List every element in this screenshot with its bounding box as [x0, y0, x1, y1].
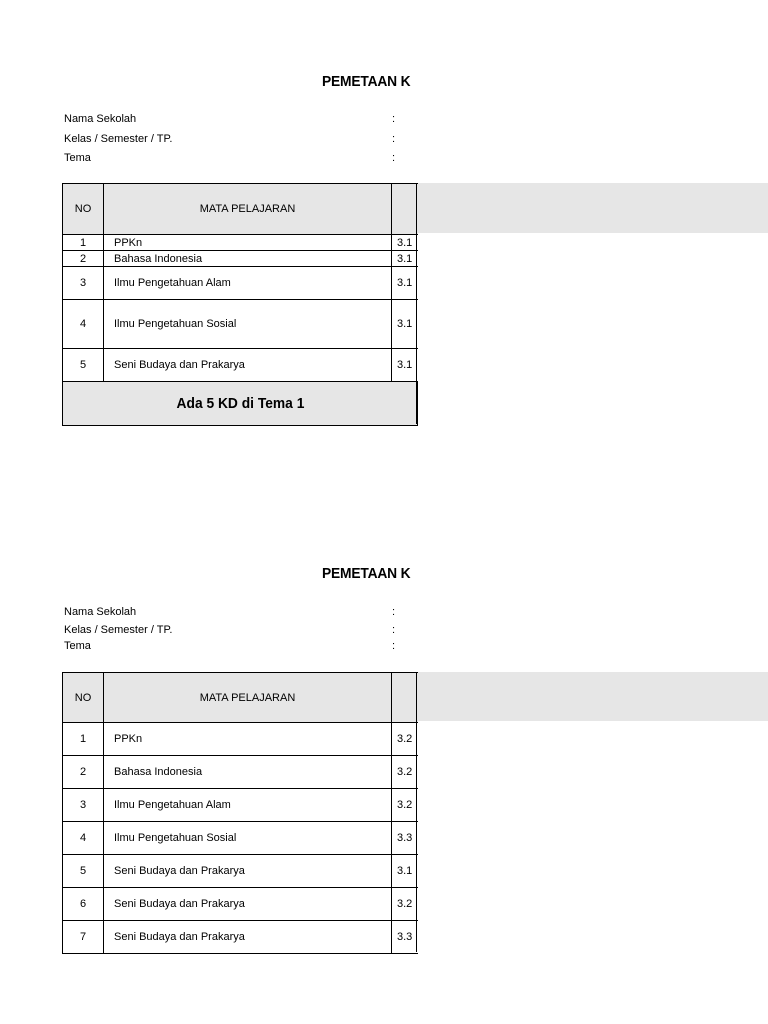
header-no: NO	[63, 184, 104, 235]
row-subject: Seni Budaya dan Prakarya	[104, 349, 392, 382]
section-2-table	[62, 672, 418, 954]
row-no: 1	[63, 723, 104, 756]
row-kd: 3.2	[392, 789, 418, 822]
table-row	[63, 251, 418, 267]
header-kd	[392, 184, 418, 235]
section-2-info-theme: Tema	[64, 640, 91, 652]
section-2-clip-edge	[416, 672, 417, 952]
row-no: 1	[63, 235, 104, 251]
row-kd: 3.1	[392, 855, 418, 888]
table-header-row	[63, 673, 418, 723]
section-1-info-class: Kelas / Semester / TP.	[64, 133, 173, 145]
row-subject: PPKn	[104, 723, 392, 756]
table-row	[63, 888, 418, 921]
section-1-info-school: Nama Sekolah	[64, 113, 137, 125]
table-row	[63, 855, 418, 888]
row-subject: PPKn	[104, 235, 392, 251]
row-subject: Ilmu Pengetahuan Sosial	[104, 822, 392, 855]
row-kd: 3.1	[392, 267, 418, 300]
section-1-clip-edge	[416, 183, 417, 424]
section-2-title-text: PEMETAAN K	[322, 565, 411, 582]
section-2-title	[322, 565, 410, 582]
table-row	[63, 235, 418, 251]
header-subject: MATA PELAJARAN	[104, 184, 392, 235]
row-kd: 3.2	[392, 756, 418, 789]
header-kd	[392, 673, 418, 723]
row-no: 5	[63, 855, 104, 888]
row-subject: Seni Budaya dan Prakarya	[104, 921, 392, 954]
table-row	[63, 349, 418, 382]
table-header-row	[63, 184, 418, 235]
row-subject: Seni Budaya dan Prakarya	[104, 888, 392, 921]
section-2-info-school: Nama Sekolah	[64, 606, 137, 618]
row-kd: 3.2	[392, 888, 418, 921]
row-kd: 3.3	[392, 921, 418, 954]
row-subject: Ilmu Pengetahuan Sosial	[104, 300, 392, 349]
row-subject: Bahasa Indonesia	[104, 251, 392, 267]
row-subject: Ilmu Pengetahuan Alam	[104, 267, 392, 300]
table-row	[63, 789, 418, 822]
section-2-info-class: Kelas / Semester / TP.	[64, 624, 173, 636]
row-no: 7	[63, 921, 104, 954]
section-2-info-theme-colon: :	[392, 640, 396, 652]
summary-row	[63, 382, 418, 426]
header-subject: MATA PELAJARAN	[104, 673, 392, 723]
section-2-info-class-colon: :	[392, 624, 396, 636]
row-kd: 3.2	[392, 723, 418, 756]
row-no: 2	[63, 756, 104, 789]
section-1-header-band	[417, 183, 768, 233]
section-2-info-school-colon: :	[392, 606, 396, 618]
section-1-table	[62, 183, 418, 426]
section-1-info-class-colon: :	[392, 133, 396, 145]
table-row	[63, 921, 418, 954]
row-no: 5	[63, 349, 104, 382]
table-row	[63, 267, 418, 300]
section-1-info-theme: Tema	[64, 152, 91, 164]
row-kd: 3.3	[392, 822, 418, 855]
table-row	[63, 300, 418, 349]
table-row	[63, 723, 418, 756]
section-1-info-theme-colon: :	[392, 152, 396, 164]
row-no: 6	[63, 888, 104, 921]
row-no: 3	[63, 789, 104, 822]
row-no: 4	[63, 300, 104, 349]
table-row	[63, 756, 418, 789]
row-kd: 3.1	[392, 235, 418, 251]
summary-text: Ada 5 KD di Tema 1	[176, 395, 304, 412]
header-no: NO	[63, 673, 104, 723]
row-subject: Ilmu Pengetahuan Alam	[104, 789, 392, 822]
row-subject: Seni Budaya dan Prakarya	[104, 855, 392, 888]
section-1-info-school-colon: :	[392, 113, 396, 125]
row-subject: Bahasa Indonesia	[104, 756, 392, 789]
section-1-title	[322, 73, 410, 90]
section-1-title-text: PEMETAAN K	[322, 73, 411, 90]
row-no: 4	[63, 822, 104, 855]
row-no: 2	[63, 251, 104, 267]
table-row	[63, 822, 418, 855]
section-2-header-band	[417, 672, 768, 721]
summary-cell	[63, 382, 418, 426]
row-kd: 3.1	[392, 300, 418, 349]
row-kd: 3.1	[392, 251, 418, 267]
row-kd: 3.1	[392, 349, 418, 382]
row-no: 3	[63, 267, 104, 300]
